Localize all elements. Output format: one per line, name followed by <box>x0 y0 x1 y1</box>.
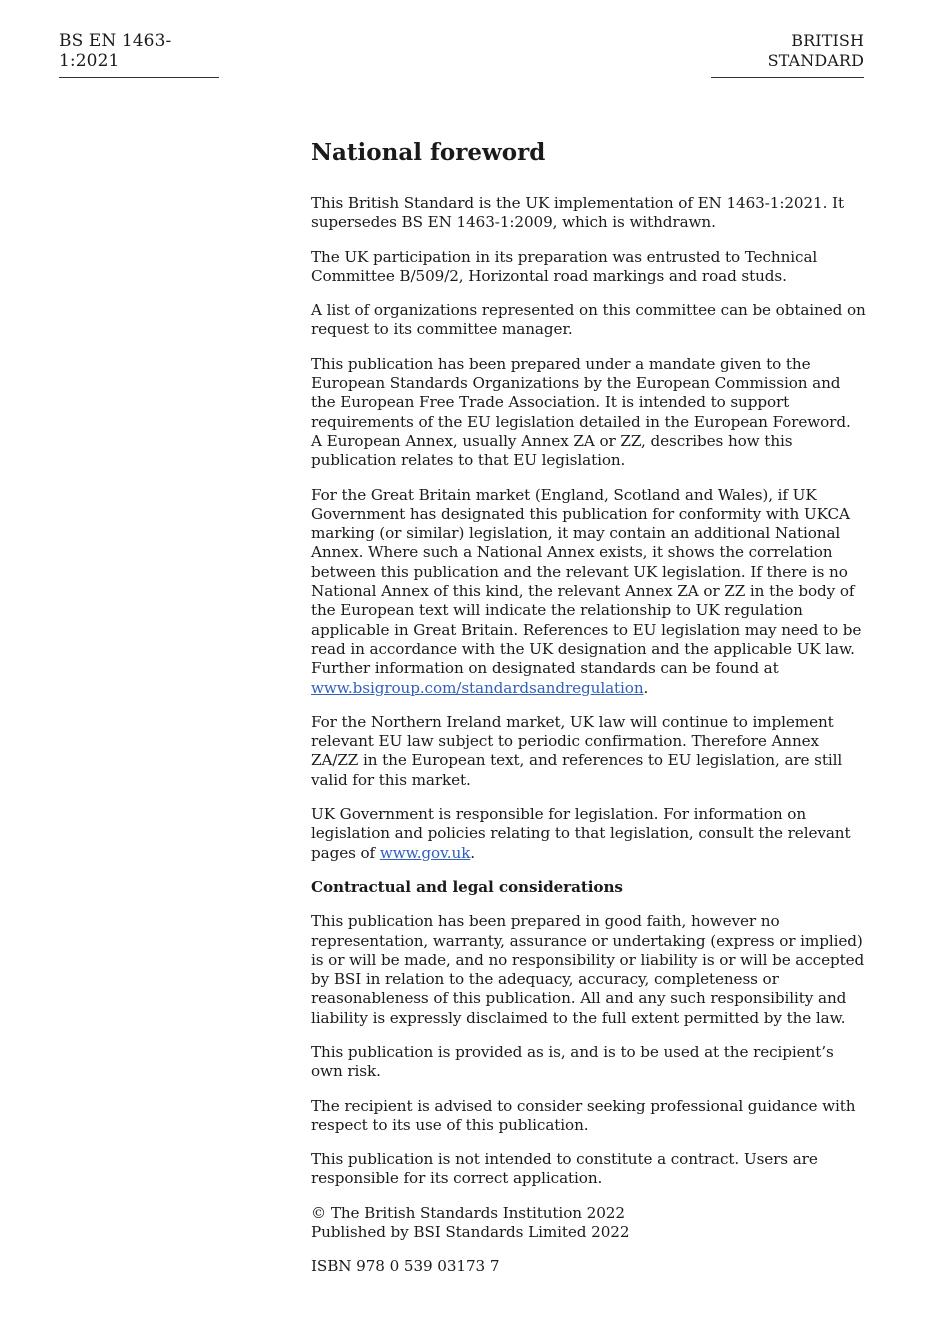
paragraph-guidance: The recipient is advised to consider seeking professional guidance with respect to its use of this publication. <box>311 1096 856 1134</box>
paragraph-great-britain-end: . <box>643 678 649 697</box>
paragraph-northern-ireland: For the Northern Ireland market, UK law will continue to implement relevant EU law subject to periodic confirmation. Therefore Annex ZA/ZZ in the European text, and references to EU legislation, are still valid for this market. <box>311 712 843 789</box>
copyright-line: © The British Standards Institution 2022 <box>311 1203 625 1222</box>
paragraph-mandate: This publication has been prepared under a mandate given to the European Standards Organizations by the European Commission and the European Free Trade Association. It is intended to support requirements of the EU legislation detailed in the European Foreword. A European Annex, usually Annex ZA or ZZ, describes how this publication relates to that EU legislation. <box>311 354 851 470</box>
isbn: ISBN 978 0 539 03173 7 <box>311 1257 500 1276</box>
paragraph-contract: This publication is not intended to constitute a contract. Users are responsible for its correct application. <box>311 1150 818 1188</box>
paragraph-uk-government <box>311 805 866 863</box>
document-code: BS EN 1463-1:2021 <box>59 31 219 78</box>
national-foreword-section <box>311 138 866 1292</box>
paragraph-implementation: This British Standard is the UK implementation of EN 1463-1:2021. It supersedes BS EN 1463-1:2009, which is withdrawn. <box>311 194 844 232</box>
paragraph-uk-government-end: . <box>470 843 476 862</box>
header-label: BRITISH STANDARD <box>711 31 864 78</box>
copyright-block <box>311 1204 866 1243</box>
paragraph-organizations: A list of organizations represented on this committee can be obtained on request to its committee manager. <box>311 301 866 339</box>
page-title: National foreword <box>311 139 546 166</box>
paragraph-uk-government-text: UK Government is responsible for legislation. For information on legislation and policies relating to that legislation, consult the relevant pages of <box>311 805 851 862</box>
bsigroup-link[interactable]: www.bsigroup.com/standardsandregulation <box>311 678 644 697</box>
gov-uk-link[interactable]: www.gov.uk <box>379 843 471 862</box>
paragraph-great-britain <box>311 486 866 698</box>
paragraph-great-britain-text: For the Great Britain market (England, Scotland and Wales), if UK Government has designated this publication for conformity with UKCA marking (or similar) legislation, it may contain an additional National Annex. Where such a National Annex exists, it shows the correlation between this publication and the relevant UK legislation. If there is no National Annex of this kind, the relevant Annex ZA or ZZ in the body of the European text will indicate the relationship to UK regulation applicable in Great Britain. References to EU legislation may need to be read in accordance with the UK designation and the applicable UK law. Further information on designated standards can be found at <box>311 485 862 678</box>
paragraph-committee: The UK participation in its preparation was entrusted to Technical Committee B/509/2, Horizontal road markings and road studs. <box>311 247 818 285</box>
subheading-contractual: Contractual and legal considerations <box>311 877 623 896</box>
published-line: Published by BSI Standards Limited 2022 <box>311 1223 630 1242</box>
paragraph-own-risk: This publication is provided as is, and is to be used at the recipient’s own risk. <box>311 1042 834 1081</box>
paragraph-good-faith: This publication has been prepared in good faith, however no representation, warranty, assurance or undertaking (express or implied) is or will be made, and no responsibility or liability is or will be accepted by BSI in relation to the adequacy, accuracy, completeness or reasonableness of this publication. All and any such responsibility and liability is expressly disclaimed to the full extent permitted by the law. <box>311 912 865 1027</box>
